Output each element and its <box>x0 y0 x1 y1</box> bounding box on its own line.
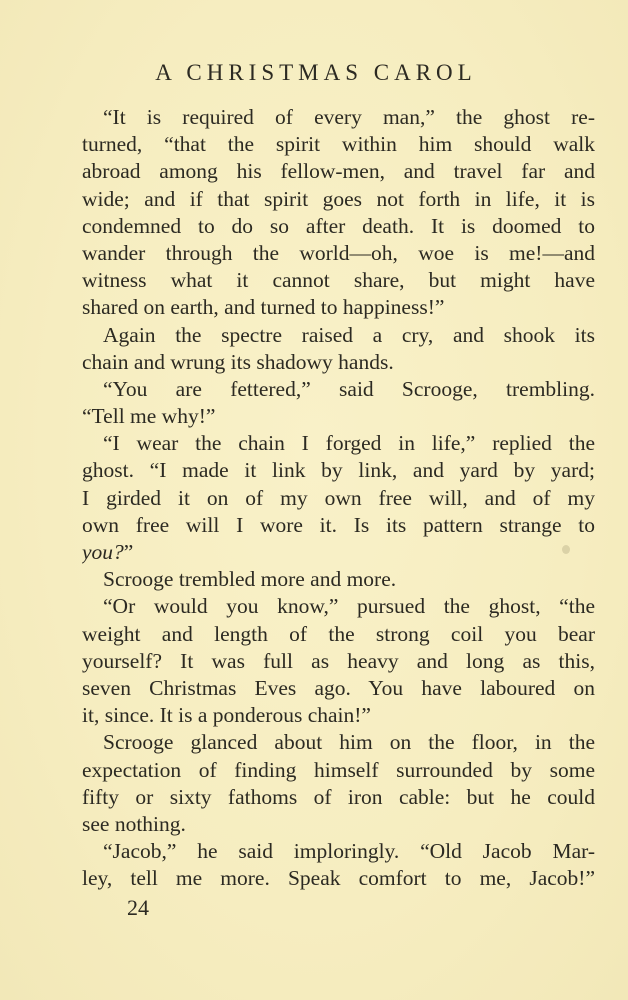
text-line: turned, “that the spirit within him should walk <box>82 132 595 157</box>
text-line: wide; and if that spirit goes not forth in life, it is <box>82 186 595 211</box>
text-line: “I wear the chain I forged in life,” replied the <box>103 431 595 456</box>
text-line: ghost. “I made it link by link, and yard by yard; <box>82 458 595 483</box>
text-line: chain and wrung its shadowy hands. <box>82 349 394 374</box>
text-line: witness what it cannot share, but might have <box>82 268 595 293</box>
text-line: seven Christmas Eves ago. You have laboured on <box>82 675 595 700</box>
text-line: it, since. It is a ponderous chain!” <box>82 703 371 728</box>
text-line: “You are fettered,” said Scrooge, trembling. <box>103 376 595 401</box>
text-line: condemned to do so after death. It is doomed to <box>82 213 595 238</box>
text-line: “Tell me why!” <box>82 404 216 429</box>
page-number: 24 <box>127 895 149 920</box>
text-line: wander through the world—oh, woe is me!—and <box>82 240 595 265</box>
paper-speck <box>562 545 570 554</box>
text-line: weight and length of the strong coil you bear <box>82 621 595 646</box>
running-head: A CHRISTMAS CAROL <box>155 60 477 85</box>
text-line: Scrooge glanced about him on the floor, in the <box>103 730 595 755</box>
text-line: fifty or sixty fathoms of iron cable: but he could <box>82 784 595 809</box>
text-line: abroad among his fellow-men, and travel far and <box>82 159 595 184</box>
text-line: shared on earth, and turned to happiness!” <box>82 295 445 320</box>
text-line: see nothing. <box>82 811 186 836</box>
text-line: ley, tell me more. Speak comfort to me, Jacob!” <box>82 866 595 891</box>
italic-word: you? <box>82 540 124 564</box>
text-line: “Jacob,” he said imploringly. “Old Jacob Mar- <box>103 839 595 864</box>
text-line: Scrooge trembled more and more. <box>103 567 397 592</box>
text-line: “It is required of every man,” the ghost re- <box>103 105 595 129</box>
text-line: “Or would you know,” pursued the ghost, “the <box>103 594 595 619</box>
text-line: I girded it on of my own free will, and of my <box>82 485 595 510</box>
body-text <box>82 104 595 892</box>
text-line: yourself? It was full as heavy and long as this, <box>82 648 595 673</box>
closing-quote: ” <box>123 540 134 564</box>
text-line: Again the spectre raised a cry, and shook its <box>103 322 595 347</box>
text-line <box>82 539 595 566</box>
text-line: own free will I wore it. Is its pattern strange to <box>82 512 595 537</box>
text-line: expectation of finding himself surrounded by some <box>82 757 595 782</box>
